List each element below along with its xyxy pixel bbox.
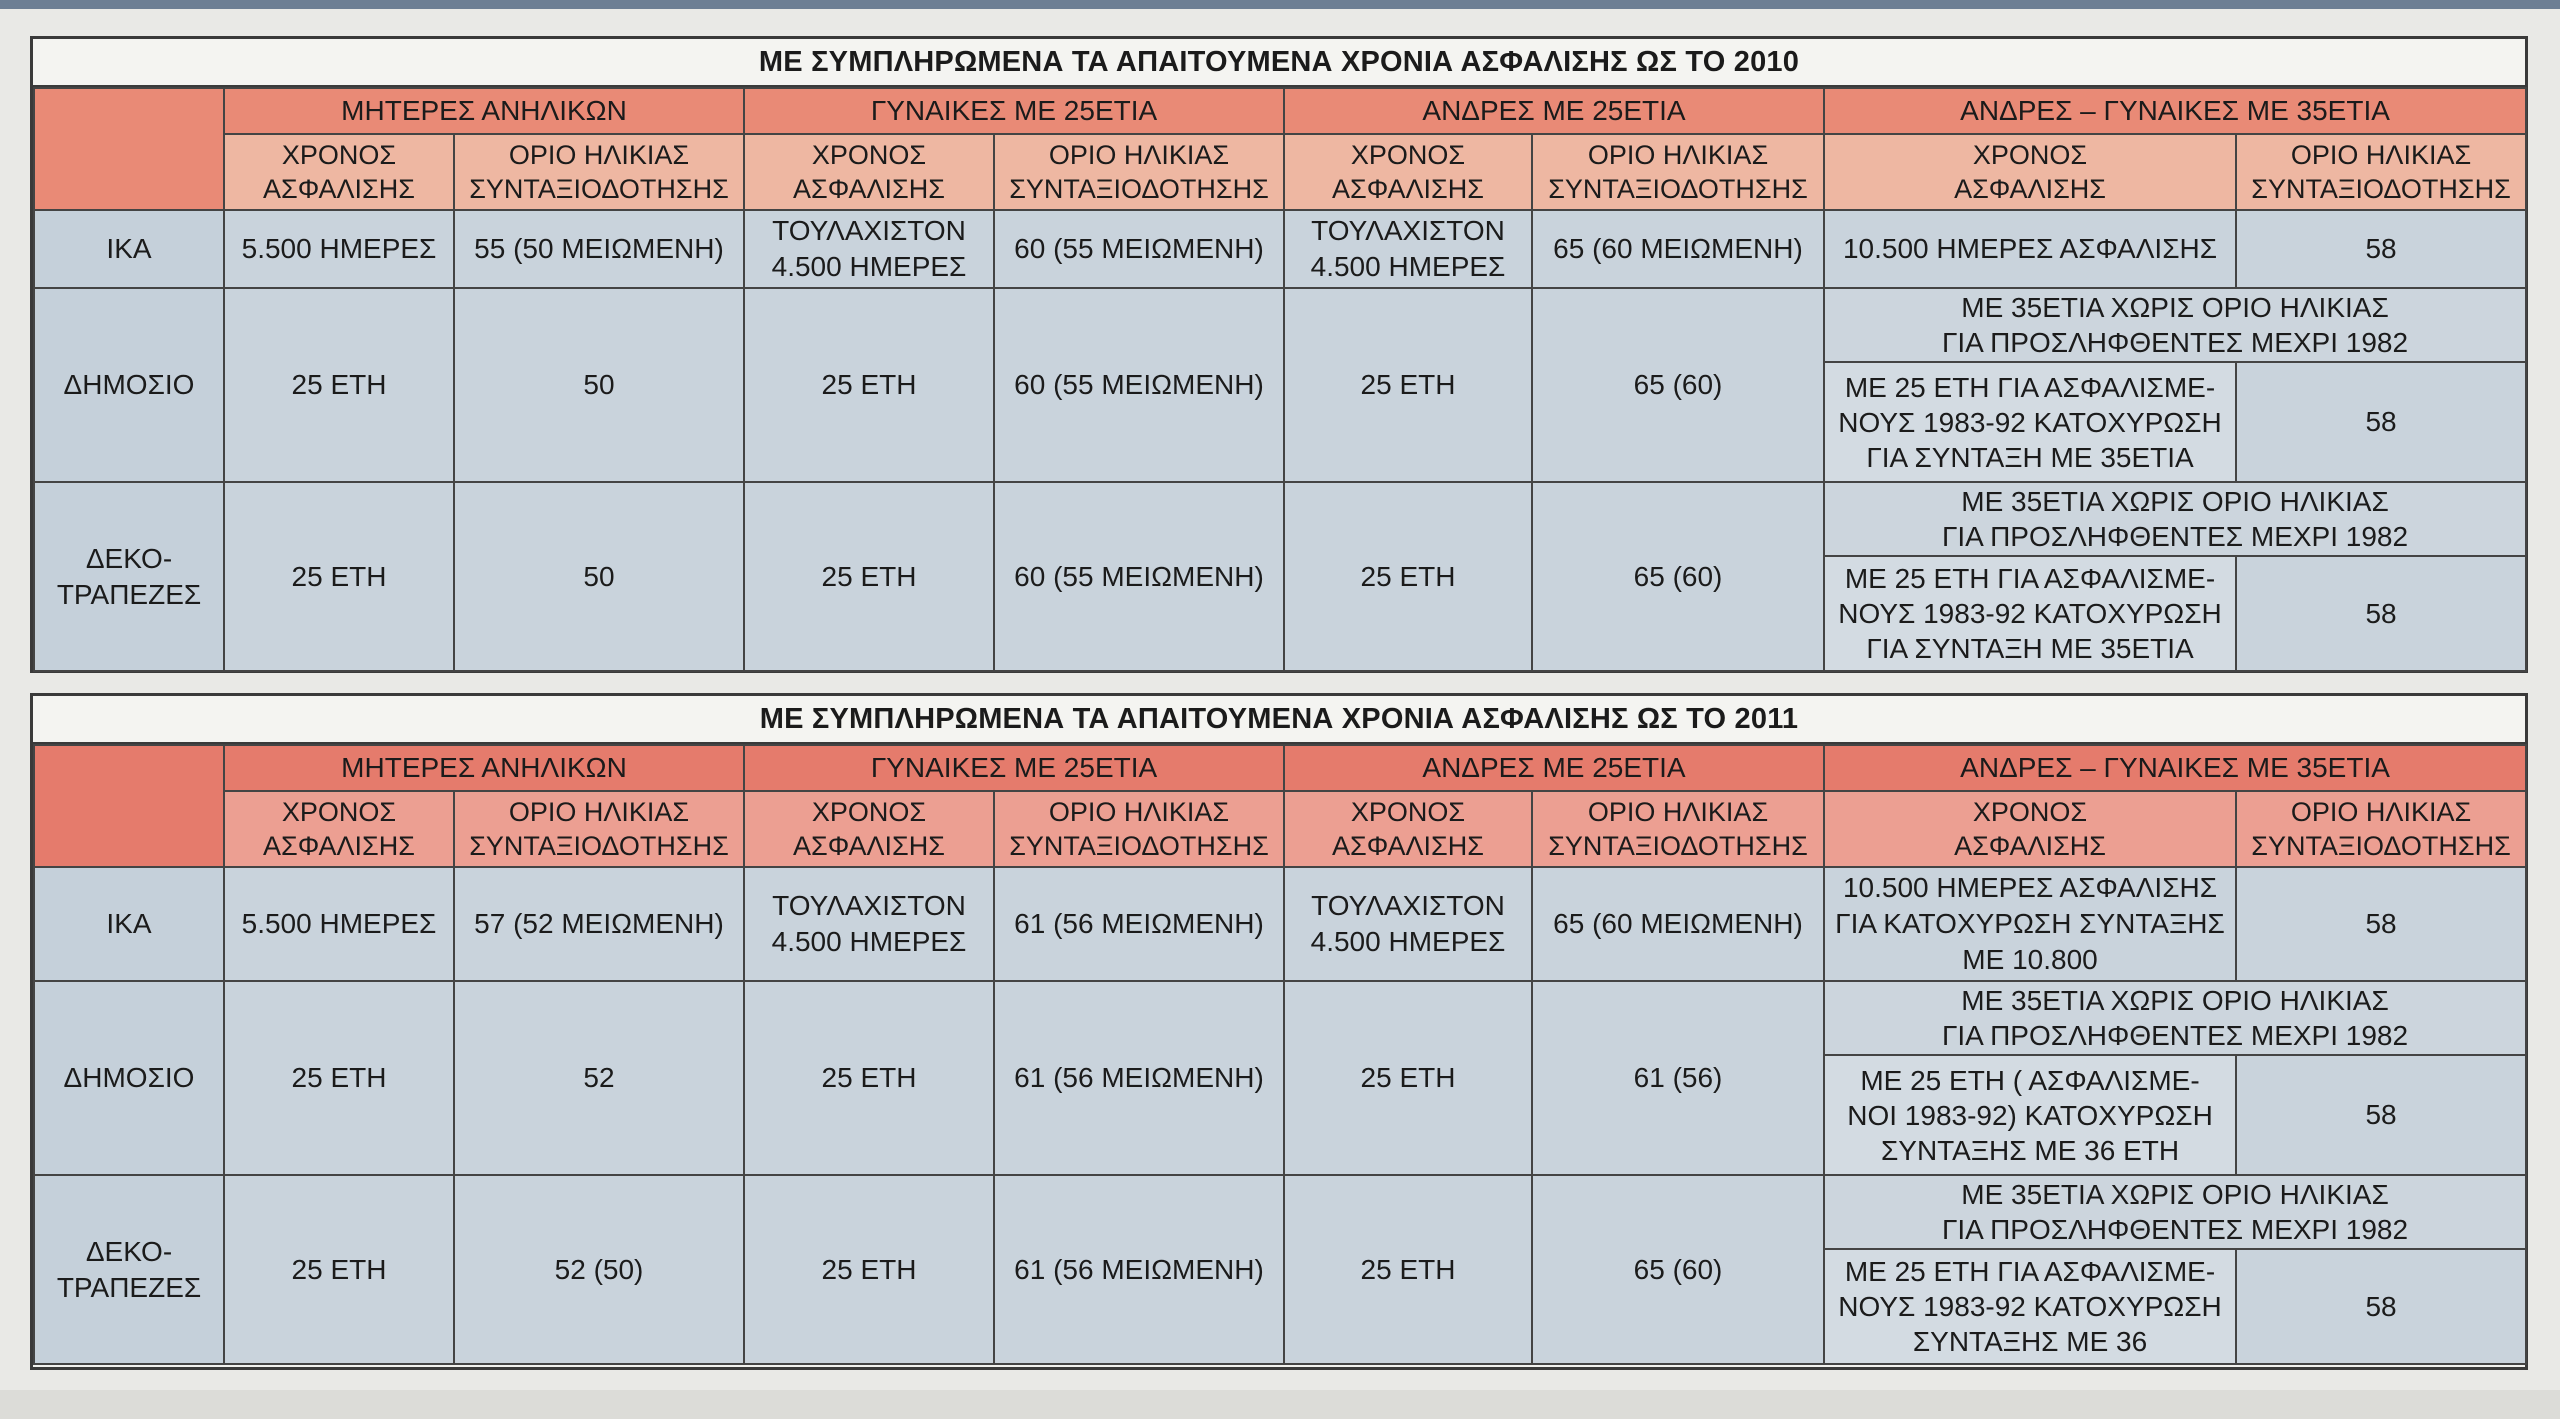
pension-table <box>33 744 2527 1365</box>
table-cell: 65 (60) <box>1532 288 1824 482</box>
table-row-dimosio <box>34 288 2526 362</box>
table-cell: 65 (60 ΜΕΙΩΜΕΝΗ) <box>1532 867 1824 981</box>
note-cell: ΜΕ 35ΕΤΙΑ ΧΩΡΙΣ ΟΡΙΟ ΗΛΙΚΙΑΣ ΓΙΑ ΠΡΟΣΛΗΦΘΕΝΤΕΣ ΜΕΧΡΙ 1982 <box>1824 482 2526 556</box>
table-cell: 65 (60) <box>1532 1175 1824 1364</box>
table-title: ΜΕ ΣΥΜΠΛΗΡΩΜΕΝΑ ΤΑ ΑΠΑΙΤΟΥΜΕΝΑ ΧΡΟΝΙΑ ΑΣΦΑΛΙΣΗΣ ΩΣ ΤΟ 2010 <box>33 39 2525 87</box>
bottom-strip <box>0 1390 2560 1419</box>
sub-header-age-limit: ΟΡΙΟ ΗΛΙΚΙΑΣ ΣΥΝΤΑΞΙΟΔΟΤΗΣΗΣ <box>1532 791 1824 867</box>
pension-table <box>33 87 2527 672</box>
sub-header-age-limit: ΟΡΙΟ ΗΛΙΚΙΑΣ ΣΥΝΤΑΞΙΟΔΟΤΗΣΗΣ <box>2236 134 2526 210</box>
row-label: ΔΗΜΟΣΙΟ <box>34 288 224 482</box>
row-label: ΔΗΜΟΣΙΟ <box>34 981 224 1175</box>
row-label: ΙΚΑ <box>34 867 224 981</box>
sub-header-insurance-time: ΧΡΟΝΟΣ ΑΣΦΑΛΙΣΗΣ <box>224 791 454 867</box>
table-cell: 25 ΕΤΗ <box>224 288 454 482</box>
table-row-deko <box>34 482 2526 556</box>
table-cell: ΤΟΥΛΑΧΙΣΤΟΝ 4.500 ΗΜΕΡΕΣ <box>1284 867 1532 981</box>
table-cell: 50 <box>454 482 744 671</box>
group-header: ΓΥΝΑΙΚΕΣ ΜΕ 25ΕΤΙΑ <box>744 88 1284 134</box>
group-header: ΓΥΝΑΙΚΕΣ ΜΕ 25ΕΤΙΑ <box>744 745 1284 791</box>
table-cell: 25 ΕΤΗ <box>224 1175 454 1364</box>
corner-cell <box>34 88 224 210</box>
table-2010 <box>30 36 2528 673</box>
table-cell: 58 <box>2236 867 2526 981</box>
table-cell: 60 (55 ΜΕΙΩΜΕΝΗ) <box>994 288 1284 482</box>
sub-header-age-limit: ΟΡΙΟ ΗΛΙΚΙΑΣ ΣΥΝΤΑΞΙΟΔΟΤΗΣΗΣ <box>454 791 744 867</box>
table-cell: 58 <box>2236 1055 2526 1175</box>
sub-header-age-limit: ΟΡΙΟ ΗΛΙΚΙΑΣ ΣΥΝΤΑΞΙΟΔΟΤΗΣΗΣ <box>2236 791 2526 867</box>
note-cell: ΜΕ 35ΕΤΙΑ ΧΩΡΙΣ ΟΡΙΟ ΗΛΙΚΙΑΣ ΓΙΑ ΠΡΟΣΛΗΦΘΕΝΤΕΣ ΜΕΧΡΙ 1982 <box>1824 1175 2526 1249</box>
table-cell: 10.500 ΗΜΕΡΕΣ ΑΣΦΑΛΙΣΗΣ ΓΙΑ ΚΑΤΟΧΥΡΩΣΗ ΣΥΝΤΑΞΗΣ ΜΕ 10.800 <box>1824 867 2236 981</box>
table-cell: 52 <box>454 981 744 1175</box>
row-label: ΔΕΚΟ- ΤΡΑΠΕΖΕΣ <box>34 1175 224 1364</box>
group-header: ΑΝΔΡΕΣ ΜΕ 25ΕΤΙΑ <box>1284 88 1824 134</box>
table-cell: ΤΟΥΛΑΧΙΣΤΟΝ 4.500 ΗΜΕΡΕΣ <box>744 210 994 288</box>
row-label: ΙΚΑ <box>34 210 224 288</box>
table-row-deko <box>34 1175 2526 1249</box>
row-label: ΔΕΚΟ- ΤΡΑΠΕΖΕΣ <box>34 482 224 671</box>
note-cell: ΜΕ 25 ΕΤΗ ΓΙΑ ΑΣΦΑΛΙΣΜΕ- ΝΟΥΣ 1983-92 ΚΑΤΟΧΥΡΩΣΗ ΓΙΑ ΣΥΝΤΑΞΗ ΜΕ 35ΕΤΙΑ <box>1824 556 2236 671</box>
table-cell: 25 ΕΤΗ <box>1284 981 1532 1175</box>
table-cell: 52 (50) <box>454 1175 744 1364</box>
table-cell: 25 ΕΤΗ <box>1284 482 1532 671</box>
table-cell: 25 ΕΤΗ <box>744 981 994 1175</box>
sub-header-age-limit: ΟΡΙΟ ΗΛΙΚΙΑΣ ΣΥΝΤΑΞΙΟΔΟΤΗΣΗΣ <box>1532 134 1824 210</box>
sub-header-row <box>34 791 2526 867</box>
sub-header-age-limit: ΟΡΙΟ ΗΛΙΚΙΑΣ ΣΥΝΤΑΞΙΟΔΟΤΗΣΗΣ <box>994 791 1284 867</box>
sub-header-insurance-time: ΧΡΟΝΟΣ ΑΣΦΑΛΙΣΗΣ <box>1284 791 1532 867</box>
table-cell: ΤΟΥΛΑΧΙΣΤΟΝ 4.500 ΗΜΕΡΕΣ <box>744 867 994 981</box>
note-cell: ΜΕ 25 ΕΤΗ ΓΙΑ ΑΣΦΑΛΙΣΜΕ- ΝΟΥΣ 1983-92 ΚΑΤΟΧΥΡΩΣΗ ΣΥΝΤΑΞΗΣ ΜΕ 36 <box>1824 1249 2236 1364</box>
table-row-dimosio <box>34 981 2526 1055</box>
note-cell: ΜΕ 35ΕΤΙΑ ΧΩΡΙΣ ΟΡΙΟ ΗΛΙΚΙΑΣ ΓΙΑ ΠΡΟΣΛΗΦΘΕΝΤΕΣ ΜΕΧΡΙ 1982 <box>1824 288 2526 362</box>
sub-header-insurance-time: ΧΡΟΝΟΣ ΑΣΦΑΛΙΣΗΣ <box>224 134 454 210</box>
group-header: ΑΝΔΡΕΣ – ΓΥΝΑΙΚΕΣ ΜΕ 35ΕΤΙΑ <box>1824 745 2526 791</box>
group-header: ΜΗΤΕΡΕΣ ΑΝΗΛΙΚΩΝ <box>224 88 744 134</box>
note-cell: ΜΕ 25 ΕΤΗ ΓΙΑ ΑΣΦΑΛΙΣΜΕ- ΝΟΥΣ 1983-92 ΚΑΤΟΧΥΡΩΣΗ ΓΙΑ ΣΥΝΤΑΞΗ ΜΕ 35ΕΤΙΑ <box>1824 362 2236 482</box>
table-cell: ΤΟΥΛΑΧΙΣΤΟΝ 4.500 ΗΜΕΡΕΣ <box>1284 210 1532 288</box>
table-cell: 61 (56) <box>1532 981 1824 1175</box>
table-cell: 25 ΕΤΗ <box>1284 288 1532 482</box>
group-header: ΑΝΔΡΕΣ ΜΕ 25ΕΤΙΑ <box>1284 745 1824 791</box>
table-cell: 58 <box>2236 210 2526 288</box>
table-cell: 25 ΕΤΗ <box>1284 1175 1532 1364</box>
sub-header-age-limit: ΟΡΙΟ ΗΛΙΚΙΑΣ ΣΥΝΤΑΞΙΟΔΟΤΗΣΗΣ <box>994 134 1284 210</box>
table-row-ika <box>34 867 2526 981</box>
note-cell: ΜΕ 25 ΕΤΗ ( ΑΣΦΑΛΙΣΜΕ- ΝΟΙ 1983-92) ΚΑΤΟΧΥΡΩΣΗ ΣΥΝΤΑΞΗΣ ΜΕ 36 ΕΤΗ <box>1824 1055 2236 1175</box>
table-row-ika <box>34 210 2526 288</box>
table-cell: 65 (60) <box>1532 482 1824 671</box>
table-cell: 5.500 ΗΜΕΡΕΣ <box>224 867 454 981</box>
group-header-row <box>34 88 2526 134</box>
table-cell: 50 <box>454 288 744 482</box>
sub-header-insurance-time: ΧΡΟΝΟΣ ΑΣΦΑΛΙΣΗΣ <box>1824 791 2236 867</box>
table-2011 <box>30 693 2528 1370</box>
table-cell: 58 <box>2236 362 2526 482</box>
group-header: ΑΝΔΡΕΣ – ΓΥΝΑΙΚΕΣ ΜΕ 35ΕΤΙΑ <box>1824 88 2526 134</box>
table-cell: 60 (55 ΜΕΙΩΜΕΝΗ) <box>994 210 1284 288</box>
top-color-band <box>0 0 2560 9</box>
table-cell: 58 <box>2236 1249 2526 1364</box>
table-cell: 25 ΕΤΗ <box>744 1175 994 1364</box>
table-cell: 10.500 ΗΜΕΡΕΣ ΑΣΦΑΛΙΣΗΣ <box>1824 210 2236 288</box>
table-cell: 65 (60 ΜΕΙΩΜΕΝΗ) <box>1532 210 1824 288</box>
table-cell: 61 (56 ΜΕΙΩΜΕΝΗ) <box>994 867 1284 981</box>
table-title: ΜΕ ΣΥΜΠΛΗΡΩΜΕΝΑ ΤΑ ΑΠΑΙΤΟΥΜΕΝΑ ΧΡΟΝΙΑ ΑΣΦΑΛΙΣΗΣ ΩΣ ΤΟ 2011 <box>33 696 2525 744</box>
sub-header-insurance-time: ΧΡΟΝΟΣ ΑΣΦΑΛΙΣΗΣ <box>1284 134 1532 210</box>
group-header-row <box>34 745 2526 791</box>
table-cell: 58 <box>2236 556 2526 671</box>
table-cell: 25 ΕΤΗ <box>224 482 454 671</box>
corner-cell <box>34 745 224 867</box>
table-cell: 61 (56 ΜΕΙΩΜΕΝΗ) <box>994 1175 1284 1364</box>
sub-header-insurance-time: ΧΡΟΝΟΣ ΑΣΦΑΛΙΣΗΣ <box>744 134 994 210</box>
note-cell: ΜΕ 35ΕΤΙΑ ΧΩΡΙΣ ΟΡΙΟ ΗΛΙΚΙΑΣ ΓΙΑ ΠΡΟΣΛΗΦΘΕΝΤΕΣ ΜΕΧΡΙ 1982 <box>1824 981 2526 1055</box>
table-cell: 57 (52 ΜΕΙΩΜΕΝΗ) <box>454 867 744 981</box>
table-cell: 61 (56 ΜΕΙΩΜΕΝΗ) <box>994 981 1284 1175</box>
table-cell: 25 ΕΤΗ <box>224 981 454 1175</box>
group-header: ΜΗΤΕΡΕΣ ΑΝΗΛΙΚΩΝ <box>224 745 744 791</box>
table-cell: 55 (50 ΜΕΙΩΜΕΝΗ) <box>454 210 744 288</box>
table-cell: 25 ΕΤΗ <box>744 482 994 671</box>
table-cell: 60 (55 ΜΕΙΩΜΕΝΗ) <box>994 482 1284 671</box>
table-cell: 5.500 ΗΜΕΡΕΣ <box>224 210 454 288</box>
sub-header-age-limit: ΟΡΙΟ ΗΛΙΚΙΑΣ ΣΥΝΤΑΞΙΟΔΟΤΗΣΗΣ <box>454 134 744 210</box>
sub-header-row <box>34 134 2526 210</box>
sub-header-insurance-time: ΧΡΟΝΟΣ ΑΣΦΑΛΙΣΗΣ <box>744 791 994 867</box>
table-cell: 25 ΕΤΗ <box>744 288 994 482</box>
sub-header-insurance-time: ΧΡΟΝΟΣ ΑΣΦΑΛΙΣΗΣ <box>1824 134 2236 210</box>
